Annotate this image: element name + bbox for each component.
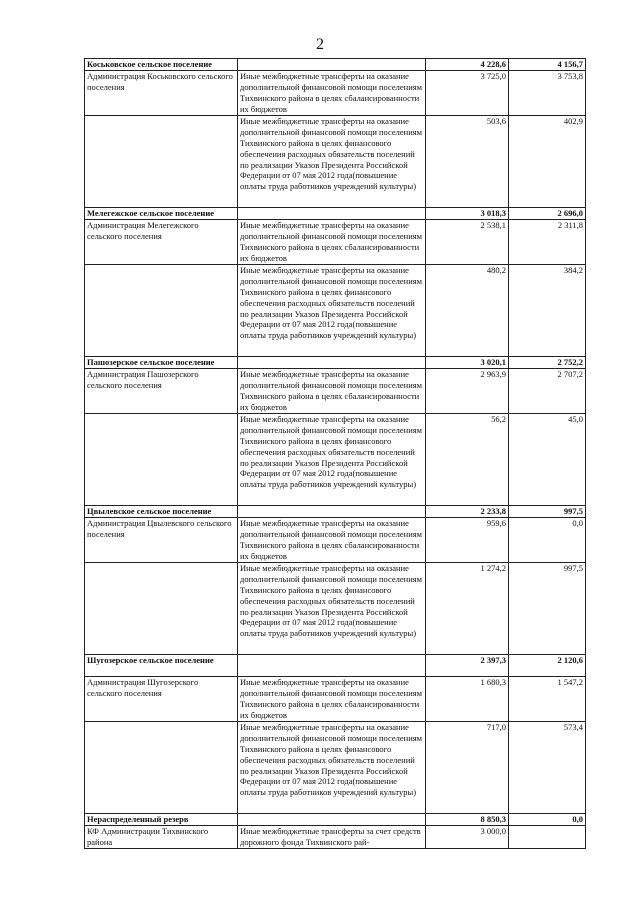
table-row [85,825,586,848]
recipient-cell: Цвылевское сельское поселение [85,505,238,517]
amount-1-cell: 2 233,8 [426,505,509,517]
amount-1-cell: 8 850,3 [426,813,509,825]
amount-2-cell: 997,5 [509,505,586,517]
description-cell: Иные межбюджетные трансферты на оказание дополнительной финансовой помощи поселениям Тихвинского района в целях финансового обеспечения расходных обязательств поселений по реализации Указов Президента Российской Федерации от 07 мая 2012 года(повышение оплаты труда работников учреждений культуры) [238,721,426,813]
amount-1-cell: 3 000,0 [426,825,509,848]
amount-2-cell: 45,0 [509,413,586,505]
table-row [85,264,586,356]
amount-1-cell: 4 228,6 [426,59,509,71]
description-cell [238,207,426,219]
recipient-cell: Администрация Пашозерского сельского поселения [85,368,238,413]
table-row [85,368,586,413]
recipient-cell: Администрация Шугозерского сельского поселения [85,676,238,721]
table-row [85,517,586,562]
table-row [85,721,586,813]
description-cell: Иные межбюджетные трансферты за счет средств дорожного фонда Тихвинского рай- [238,825,426,848]
amount-1-cell: 1 274,2 [426,562,509,654]
description-cell: Иные межбюджетные трансферты на оказание дополнительной финансовой помощи поселениям Тихвинского района в целях финансового обеспечения расходных обязательств поселений по реализации Указов Президента Российской Федерации от 07 мая 2012 года(повышение оплаты труда работников учреждений культуры) [238,115,426,207]
amount-1-cell: 480,2 [426,264,509,356]
table-row [85,676,586,721]
recipient-cell: КФ Администрации Тихвинского района [85,825,238,848]
amount-1-cell: 503,6 [426,115,509,207]
amount-1-cell: 3 020,1 [426,356,509,368]
amount-1-cell: 2 538,1 [426,219,509,264]
recipient-cell [85,562,238,654]
amount-1-cell: 3 725,0 [426,70,509,115]
amount-2-cell [509,825,586,848]
description-cell: Иные межбюджетные трансферты на оказание дополнительной финансовой помощи поселениям Тихвинского района в целях сбалансированности их бюджетов [238,70,426,115]
recipient-cell [85,721,238,813]
description-cell [238,59,426,71]
description-cell: Иные межбюджетные трансферты на оказание дополнительной финансовой помощи поселениям Тихвинского района в целях финансового обеспечения расходных обязательств поселений по реализации Указов Президента Российской Федерации от 07 мая 2012 года(повышение оплаты труда работников учреждений культуры) [238,562,426,654]
description-cell [238,356,426,368]
amount-2-cell: 0,0 [509,517,586,562]
amount-2-cell: 384,2 [509,264,586,356]
description-cell [238,654,426,676]
recipient-cell: Пашозерское сельское поселение [85,356,238,368]
amount-2-cell: 2 120,6 [509,654,586,676]
table-row [85,115,586,207]
recipient-cell: Нераспределенный резерв [85,813,238,825]
recipient-cell [85,413,238,505]
amount-2-cell: 573,4 [509,721,586,813]
amount-1-cell: 959,6 [426,517,509,562]
recipient-cell: Администрация Мелегежского сельского поселения [85,219,238,264]
recipient-cell: Администрация Коськовского сельского поселения [85,70,238,115]
amount-2-cell: 2 707,2 [509,368,586,413]
budget-transfers-table [84,58,586,849]
amount-2-cell: 402,9 [509,115,586,207]
amount-2-cell: 3 753,8 [509,70,586,115]
amount-1-cell: 2 397,3 [426,654,509,676]
amount-2-cell: 997,5 [509,562,586,654]
amount-1-cell: 56,2 [426,413,509,505]
description-cell: Иные межбюджетные трансферты на оказание дополнительной финансовой помощи поселениям Тихвинского района в целях финансового обеспечения расходных обязательств поселений по реализации Указов Президента Российской Федерации от 07 мая 2012 года(повышение оплаты труда работников учреждений культуры) [238,264,426,356]
amount-1-cell: 1 680,3 [426,676,509,721]
description-cell: Иные межбюджетные трансферты на оказание дополнительной финансовой помощи поселениям Тихвинского района в целях сбалансированности их бюджетов [238,219,426,264]
settlement-total-row [85,356,586,368]
amount-1-cell: 717,0 [426,721,509,813]
recipient-cell: Администрация Цвылевского сельского поселения [85,517,238,562]
amount-2-cell: 0,0 [509,813,586,825]
recipient-cell [85,264,238,356]
recipient-cell: Шугозерское сельское поселение [85,654,238,676]
recipient-cell: Коськовское сельское поселение [85,59,238,71]
description-cell: Иные межбюджетные трансферты на оказание дополнительной финансовой помощи поселениям Тихвинского района в целях сбалансированности их бюджетов [238,517,426,562]
amount-1-cell: 2 963,9 [426,368,509,413]
settlement-total-row [85,505,586,517]
recipient-cell [85,115,238,207]
description-cell [238,813,426,825]
description-cell: Иные межбюджетные трансферты на оказание дополнительной финансовой помощи поселениям Тихвинского района в целях сбалансированности их бюджетов [238,676,426,721]
amount-2-cell: 2 752,2 [509,356,586,368]
description-cell: Иные межбюджетные трансферты на оказание дополнительной финансовой помощи поселениям Тихвинского района в целях финансового обеспечения расходных обязательств поселений по реализации Указов Президента Российской Федерации от 07 мая 2012 года(повышение оплаты труда работников учреждений культуры) [238,413,426,505]
table-row [85,70,586,115]
amount-2-cell: 2 311,8 [509,219,586,264]
amount-2-cell: 4 156,7 [509,59,586,71]
settlement-total-row [85,207,586,219]
description-cell [238,505,426,517]
settlement-total-row [85,813,586,825]
table-row [85,413,586,505]
amount-2-cell: 2 696,0 [509,207,586,219]
table-row [85,562,586,654]
settlement-total-row [85,59,586,71]
settlement-total-row [85,654,586,676]
description-cell: Иные межбюджетные трансферты на оказание дополнительной финансовой помощи поселениям Тихвинского района в целях сбалансированности их бюджетов [238,368,426,413]
table-row [85,219,586,264]
amount-2-cell: 1 547,2 [509,676,586,721]
amount-1-cell: 3 018,3 [426,207,509,219]
recipient-cell: Мелегежское сельское поселение [85,207,238,219]
page-number: 2 [316,36,324,53]
